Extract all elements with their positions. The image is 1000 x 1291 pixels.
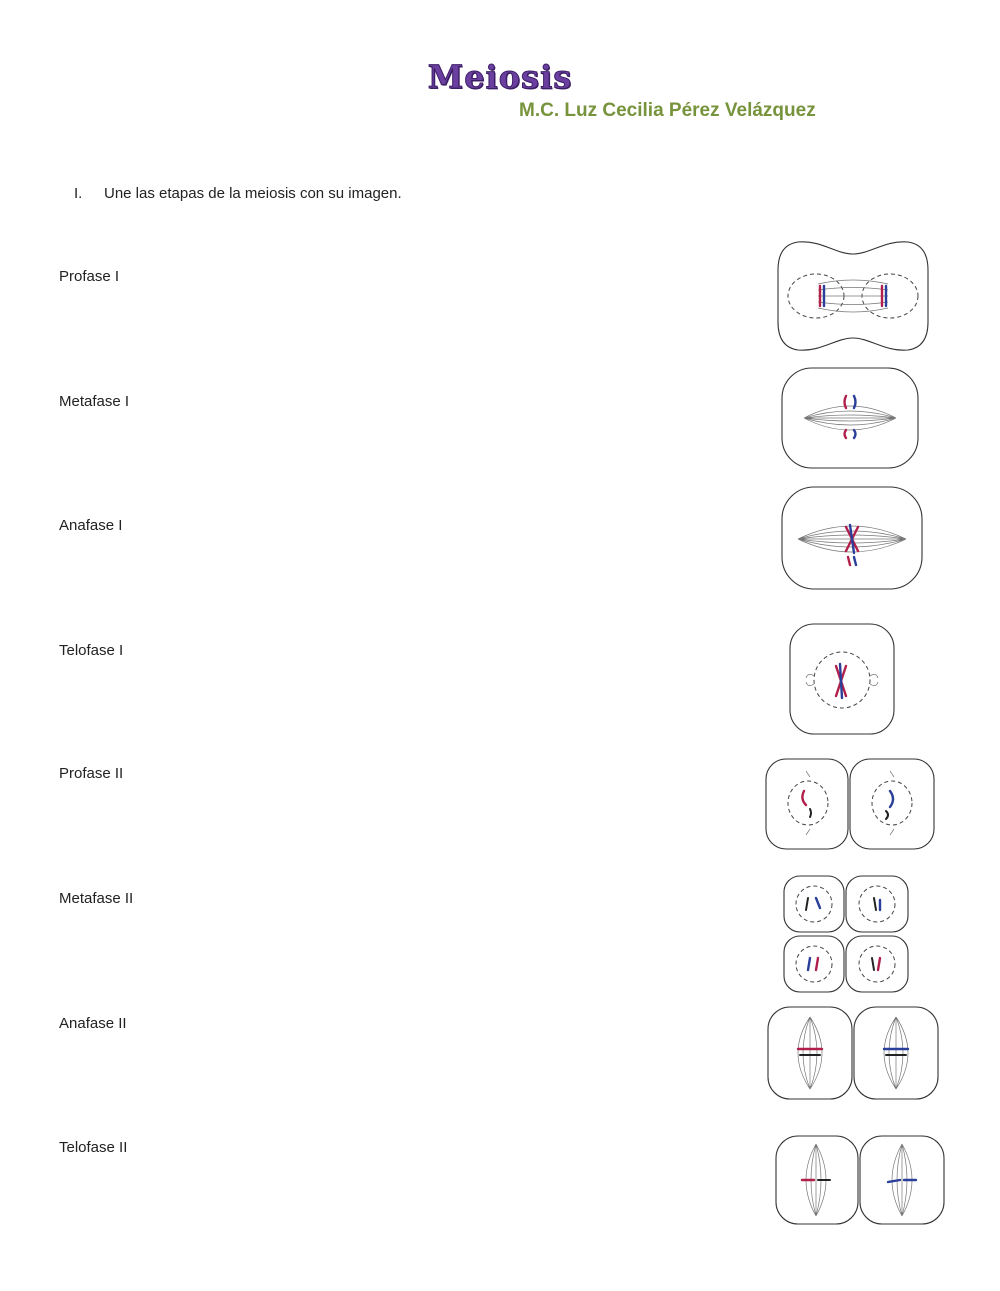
instruction-text: Une las etapas de la meiosis con su imagen.: [104, 185, 402, 202]
stage-label-profase-1: Profase I: [59, 268, 120, 285]
author-name: M.C. Luz Cecilia Pérez Velázquez: [519, 100, 816, 121]
cell-diagram-4[interactable]: [788, 622, 896, 736]
cell-diagram-3[interactable]: [780, 485, 924, 591]
instruction: [74, 185, 402, 202]
stage-label-anafase-1: Anafase I: [59, 517, 123, 534]
cell-diagram-5[interactable]: [764, 757, 936, 851]
cell-diagram-7[interactable]: [766, 1005, 940, 1101]
stage-label-profase-2: Profase II: [59, 765, 124, 782]
stage-label-telofase-1: Telofase I: [59, 642, 124, 659]
stage-label-anafase-2: Anafase II: [59, 1015, 127, 1032]
stage-label-metafase-1: Metafase I: [59, 393, 130, 410]
worksheet-title: Meiosis: [427, 58, 573, 96]
cell-diagram-2[interactable]: [780, 366, 920, 470]
stage-label-telofase-2: Telofase II: [59, 1139, 128, 1156]
cell-diagram-6[interactable]: [782, 874, 910, 994]
cell-diagram-1[interactable]: [776, 240, 930, 352]
instruction-number: I.: [74, 185, 83, 202]
cell-diagram-8[interactable]: [774, 1134, 946, 1226]
stage-label-metafase-2: Metafase II: [59, 890, 134, 907]
